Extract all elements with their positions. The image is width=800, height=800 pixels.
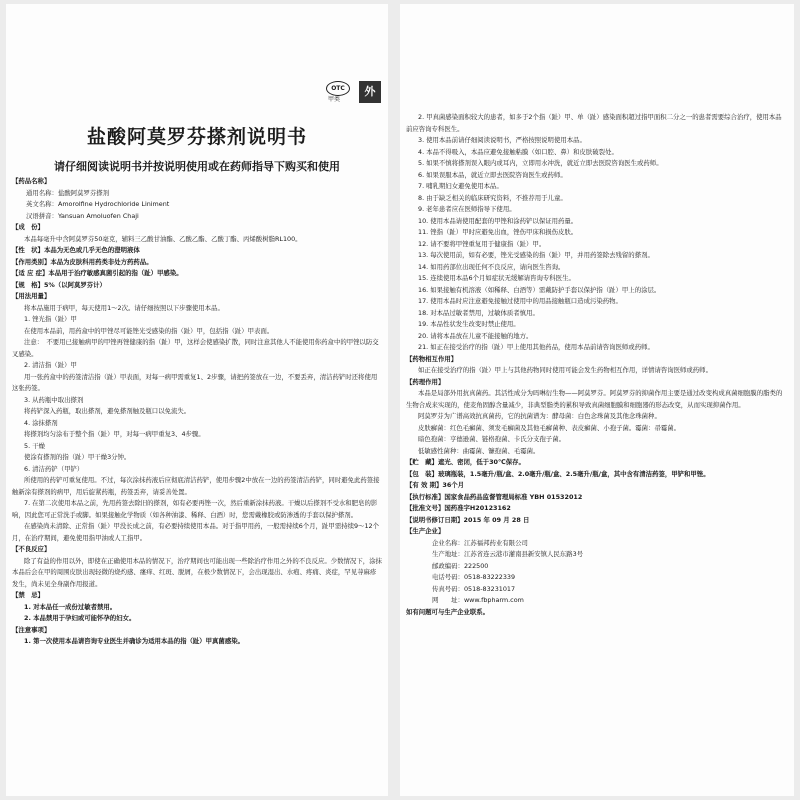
text-line: 4. 本品不得吸入，本品应避免接触粘膜（如口腔、鼻）和皮肤破裂处。 [418,147,618,156]
text-line: 阿莫罗芬为广谱高效抗真菌药，它的抗菌谱为：酵母菌：白色念珠菌及其他念珠菌种。 [418,412,661,420]
section-heading: 【不良反应】 [12,545,51,553]
text-line: 皮肤癣菌：红色毛癣菌、须发毛癣菌及其他毛癣菌种、表皮癣菌、小孢子菌。霉菌：帚霉菌。 [418,423,681,432]
text-line: 企业名称：江苏福邦药业有限公司 [432,538,528,547]
text-line: 17. 使用本品时应注意避免接触过使用中的用品接触瓶口造成污染药物。 [418,297,622,305]
text-line: 3. 从药瓶中取出搽剂 [24,395,84,404]
text-line: 英文名称：Amorolfine Hydrochloride Liniment [26,200,170,208]
text-line: 网 址：www.fbpharm.com [432,596,524,604]
text-line: 6. 如果误服本品，就近立即去医院咨询医生或药师。 [418,170,567,179]
otc-class-label: 甲类 [328,96,341,103]
text-line: 4. 涂抹搽剂 [24,418,58,427]
text-line: 在使用本品前，用药盒中的甲锉尽可能锉光受感染的指（趾）甲，包括指（趾）甲表面。 [24,326,274,335]
text-line: 除了有益的作用以外，即使在正确使用本品的情况下，治疗期间也可能出现一些除治疗作用之外的不良反应。少数情况下，涂抹本品后会在甲的周围皮肤出现轻微的烧灼感、瘙痒、红斑、脱屑，在极少数情况下，会出现湿出、水疱、疼痛、炎症，罕见荨麻疹发生，尚未见全身副作用报道。 [12,556,382,588]
text-line: 在感染尚未清除、正常指（趾）甲没长成之前，有必要持续使用本品。对于指甲用药，一般需持续6个月，趾甲需持续9～12个月，在治疗期间，避免使用指甲油或人工指甲。 [12,522,379,542]
text-line: 16. 如果接触有机溶液（如稀释、白酒等）需戴防护手套以保护指（趾）甲上的涂层。 [418,285,661,294]
section-heading: 【有 效 期】36个月 [406,481,465,489]
section-heading: 【禁 忌】 [12,591,44,599]
text-line: 5. 如果不慎将搽剂误入眼内或耳内，立即用水冲洗，就近立即去医院咨询医生或药师。 [418,159,663,167]
section-heading: 【用法用量】 [12,292,51,300]
text-line: 2. 本品禁用于孕妇或可能怀孕的妇女。 [24,614,136,622]
section-heading: 【药理作用】 [406,377,445,386]
text-line: 11. 锉指（趾）甲时应避免出血，锉伤甲床和损伤皮肤。 [418,228,578,236]
text-line: 6. 清洁药铲（甲铲） [24,464,84,473]
leaflet-right-page [400,4,794,796]
text-line: 用一张药盒中的药签清洁指（趾）甲表面，对每一病甲需重复1、2步骤，请把药签放在一边，不要丢弃，清洁药铲时还将使用这张药签。 [12,372,378,392]
text-line: 7. 哺乳期妇女避免使用本品。 [418,182,503,190]
text-line: 14. 如用药部位出现任何不良反应，请向医生咨询。 [418,262,565,271]
text-line: 20. 请将本品放在儿童不能接触的地方。 [418,331,533,340]
text-line: 将本品施用于病甲，每天使用1～2次。请仔细按照以下步骤使用本品。 [24,303,224,312]
text-line: 暗色孢菌：亨德逊菌、链格孢菌、卡氏分支孢子菌。 [418,435,565,443]
document-title: 盐酸阿莫罗芬搽剂说明书 [86,126,307,148]
text-line: 低敏感性菌种：曲霉菌、镰孢菌、毛霉菌。 [418,446,540,455]
text-line: 1. 锉光指（趾）甲 [24,315,77,323]
section-heading: 【性 状】本品为无色或几乎无色的澄明液体 [12,246,140,254]
text-line: 19. 本品性状发生改变时禁止使用。 [418,320,520,328]
text-line: 10. 使用本品请使用配套的甲锉和涂药铲以保证用药量。 [418,216,578,225]
section-heading: 【贮 藏】遮光、密闭，低于30℃保存。 [406,458,525,466]
text-line: 15. 连续使用本品6个月如症状无缓解请咨询专科医生。 [418,274,575,282]
text-line: 所使用的药铲可重复使用。不过，每次涂抹药液后应彻底清洁药铲，使用步骤2中放在一边的药签清洁药铲，同时避免此药签接触新涂有搽剂的病甲，用后旋紧药瓶，药签丢弃，请妥善处置。 [12,476,380,496]
section-heading: 【药品名称】 [12,177,51,185]
section-heading: 【作用类别】本品为皮肤科用药类非处方药药品。 [12,257,153,266]
text-line: 注意： 不要用已接触病甲的甲锉再锉健康的指（趾）甲，这样会使感染扩散，同时注意其他人不能使用你药盒中的甲锉以防交叉感染。 [12,338,379,358]
text-line: 邮政编码：222500 [432,561,489,570]
external-use-badge: 外 [359,81,381,103]
text-line: 5. 干燥 [24,441,45,450]
leaflet-left-page [6,4,388,796]
text-line: 汉语拼音：Yansuan Amoluofen Chaji [26,211,139,220]
text-line: 将药铲深入药瓶，取出搽剂，避免搽剂触及瓶口以免流失。 [24,407,191,415]
section-heading: 【执行标准】国家食品药品监督管理局标准 YBH 01532012 [406,492,583,501]
text-line: 2. 甲真菌感染面积较大的患者，如多于2个指（趾）甲、单（趾）感染面积超过指甲面积二分之一的患者需要综合治疗，使用本品前应咨询专科医生。 [406,113,782,133]
section-heading: 【注意事项】 [12,625,51,634]
right-text-column [406,112,788,618]
text-line: 使涂有搽剂的指（趾）甲干燥3分钟。 [24,453,131,461]
text-line: 本品每毫升中含阿莫罗芬50毫克，辅料三乙酸甘油酯、乙酸乙酯、乙酸丁酯、丙烯酸树脂RL100。 [24,234,302,243]
text-line: 7. 在第二次使用本品之前，先用药签去除旧的搽剂，如有必要再锉一次，然后重新涂抹药液。干燥以后搽剂不受水和肥皂的影响，因此您可正常洗手或脚。如果接触化学物质（如各种油漆、稀释、白酒）时，您需戴橡胶或防渗透的手套以保护搽剂。 [12,499,378,519]
section-heading: 【包 装】玻璃瓶装，1.5毫升/瓶/盒、2.0毫升/瓶/盒、2.5毫升/瓶/盒，其中含有清洁药签，甲铲和甲锉。 [406,469,710,478]
text-line: 9. 老年患者应在医师指导下使用。 [418,205,516,213]
text-line: 1. 第一次使用本品请咨询专业医生并确诊为适用本品的指（趾）甲真菌感染。 [24,637,244,645]
text-line: 电话号码：0518-83222339 [432,573,516,581]
text-line: 本品是局部外用抗真菌药。其活性成分为吗啉衍生物——阿莫罗芬。阿莫罗芬的抑菌作用主要是通过改变构成真菌细胞膜的脂类的生物合成来实现的，使麦角固醇含量减少，非典型脂类的累积导致真菌细胞膜和细胞器的形态改变，从而实现抑菌作用。 [406,389,783,409]
text-line: 18. 对本品过敏者禁用，过敏体质者慎用。 [418,308,539,317]
text-line: 通用名称：盐酸阿莫罗芬搽剂 [26,188,110,197]
text-line: 3. 使用本品前请仔细阅读说明书，严格按照说明使用本品。 [418,136,586,144]
text-line: 传真号码：0518-83231017 [432,584,516,593]
text-line: 13. 每次使用前，如有必要，锉光受感染的指（趾）甲，并用药签除去残留的搽剂。 [418,251,654,259]
document-subtitle: 请仔细阅读说明书并按说明使用或在药师指导下购买和使用 [54,160,340,173]
section-heading: 如有问题可与生产企业联系。 [406,607,490,616]
text-line: 如正在接受治疗的指（趾）甲上与其他药物同时使用可能会发生药物相互作用，详情请咨询医师或药师。 [418,366,712,374]
text-line: 生产地址：江苏省连云港市灌南县新安镇人民东路3号 [432,550,584,558]
otc-badge: OTC [326,81,350,96]
section-heading: 【规 格】5%（以阿莫罗芬计） [12,280,106,289]
left-text-column [12,176,382,648]
section-heading: 【成 份】 [12,223,44,231]
section-heading: 【说明书修订日期】2015 年 09 月 28 日 [406,515,530,524]
section-heading: 【药物相互作用】 [406,354,458,363]
text-line: 21. 如正在接受治疗的指（趾）甲上使用其他药品，使用本品前请咨询医师或药师。 [418,343,654,351]
text-line: 2. 清洁指（趾）甲 [24,361,77,369]
text-line: 8. 由于缺乏相关的临床研究资料，不推荐用于儿童。 [418,193,567,202]
section-heading: 【批准文号】国药准字H20123162 [406,504,511,512]
text-line: 将搽剂均匀涂布于整个指（趾）甲，对每一病甲重复3、4步骤。 [24,430,205,438]
section-heading: 【适 应 症】本品用于治疗敏感真菌引起的指（趾）甲感染。 [12,269,183,277]
section-heading: 【生产企业】 [406,527,445,535]
text-line: 1. 对本品任一成份过敏者禁用。 [24,602,117,611]
text-line: 12. 请不要将甲锉重复用于健康指（趾）甲。 [418,239,546,248]
